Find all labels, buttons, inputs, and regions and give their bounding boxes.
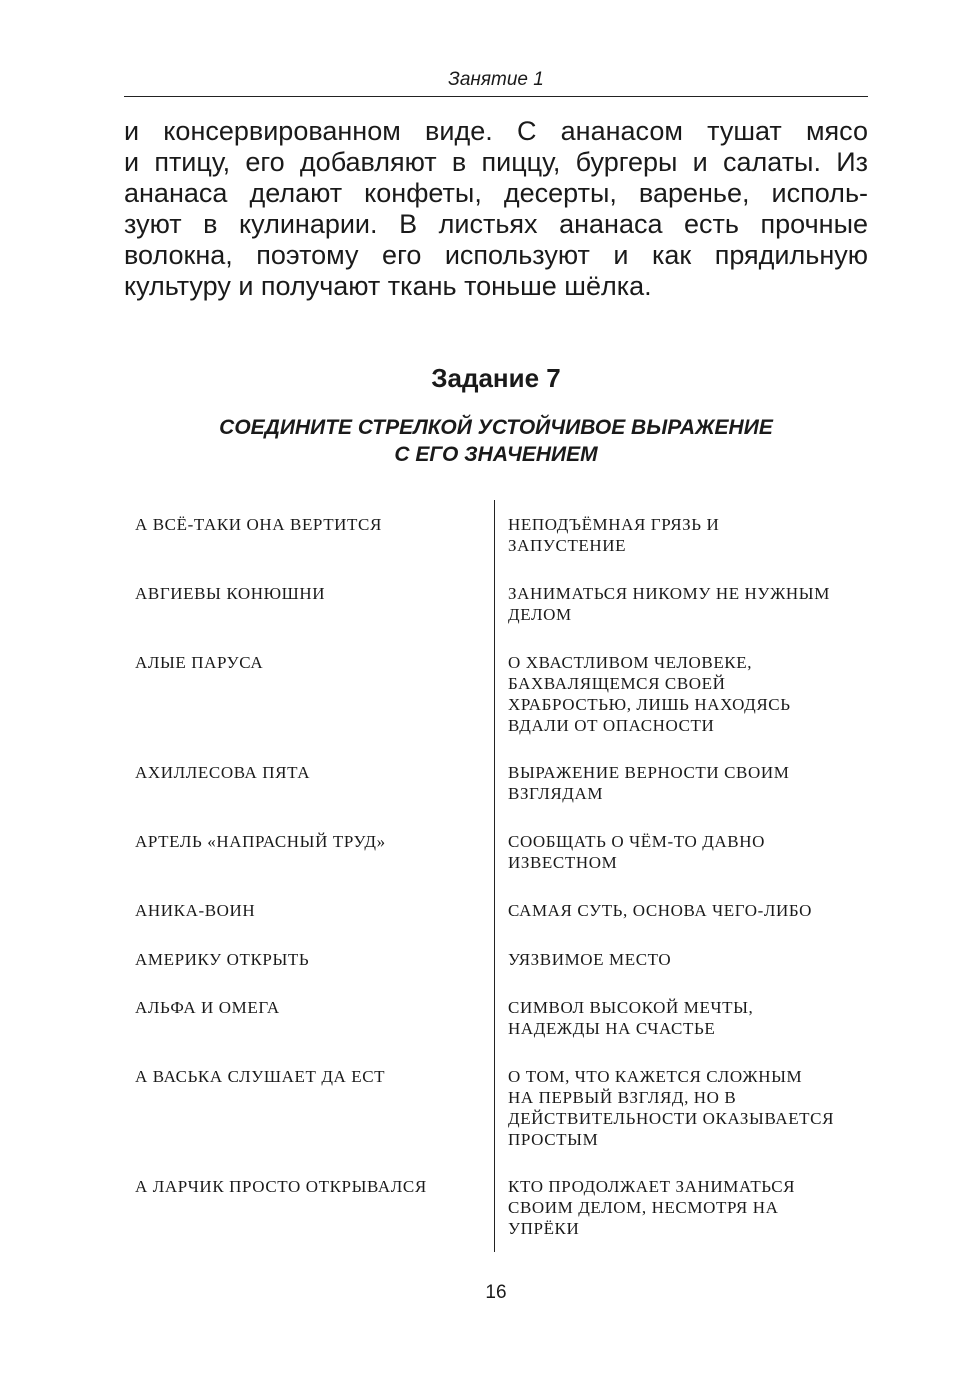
header-rule: [124, 96, 868, 97]
meaning-line: КТО ПРОДОЛЖАЕТ ЗАНИМАТЬСЯ: [508, 1177, 796, 1196]
expression-item[interactable]: А ВСЁ-ТАКИ ОНА ВЕРТИТСЯ: [135, 515, 382, 534]
meaning-line: ИЗВЕСТНОМ: [508, 853, 618, 872]
meaning-line: НАДЕЖДЫ НА СЧАСТЬЕ: [508, 1019, 716, 1038]
meaning-item[interactable]: [508, 583, 868, 625]
meaning-line: НА ПЕРВЫЙ ВЗГЛЯД, НО В: [508, 1088, 737, 1107]
running-head: Занятие 1: [448, 69, 544, 90]
meaning-line: СООБЩАТЬ О ЧЁМ-ТО ДАВНО: [508, 832, 765, 851]
task-instruction: [124, 414, 868, 468]
meaning-item[interactable]: [508, 997, 868, 1039]
intro-line: волокна, поэтому его используют и как прядильную: [124, 240, 868, 270]
meaning-line: ХРАБРОСТЬЮ, ЛИШЬ НАХОДЯСЬ: [508, 695, 791, 714]
instruction-line: С ЕГО ЗНАЧЕНИЕМ: [394, 443, 598, 466]
meaning-line: ДЕЛОМ: [508, 605, 572, 624]
meaning-line: СВОИМ ДЕЛОМ, НЕСМОТРЯ НА: [508, 1198, 779, 1217]
meaning-line: О ХВАСТЛИВОМ ЧЕЛОВЕКЕ,: [508, 653, 753, 672]
task-title: Задание 7: [431, 363, 561, 393]
intro-line: зуют в кулинарии. В листьях ананаса есть прочные: [124, 209, 868, 239]
intro-line: и консервированном виде. С ананасом тушат мясо: [124, 116, 868, 146]
meaning-line: ПРОСТЫМ: [508, 1130, 599, 1149]
intro-paragraph: [124, 116, 868, 302]
meaning-line: ЗАНИМАТЬСЯ НИКОМУ НЕ НУЖНЫМ: [508, 584, 830, 603]
meaning-item[interactable]: [508, 762, 868, 804]
expression-item[interactable]: АВГИЕВЫ КОНЮШНИ: [135, 584, 326, 603]
meaning-line: НЕПОДЪЁМНАЯ ГРЯЗЬ И: [508, 515, 720, 534]
meaning-line: СИМВОЛ ВЫСОКОЙ МЕЧТЫ,: [508, 998, 754, 1017]
meaning-line: ЗАПУСТЕНИЕ: [508, 536, 627, 555]
expression-item[interactable]: АНИКА-ВОИН: [135, 901, 256, 920]
meaning-item[interactable]: [508, 652, 868, 736]
meaning-line: УПРЁКИ: [508, 1219, 580, 1238]
meaning-item[interactable]: [508, 949, 868, 970]
meaning-item[interactable]: [508, 831, 868, 873]
intro-line: ананаса делают конфеты, десерты, варенье, исполь-: [124, 178, 868, 208]
expression-item[interactable]: А ВАСЬКА СЛУШАЕТ ДА ЕСТ: [135, 1067, 386, 1086]
expression-item[interactable]: АХИЛЛЕСОВА ПЯТА: [135, 763, 311, 782]
meaning-line: ВЗГЛЯДАМ: [508, 784, 604, 803]
meaning-line: ВЫРАЖЕНИЕ ВЕРНОСТИ СВОИМ: [508, 763, 790, 782]
intro-line: культуру и получают ткань тоньше шёлка.: [124, 271, 652, 301]
meaning-line: ВДАЛИ ОТ ОПАСНОСТИ: [508, 716, 715, 735]
meaning-item[interactable]: [508, 1176, 868, 1239]
instruction-line: СОЕДИНИТЕ СТРЕЛКОЙ УСТОЙЧИВОЕ ВЫРАЖЕНИЕ: [219, 416, 773, 439]
column-divider: [494, 500, 495, 1252]
intro-line: и птицу, его добавляют в пиццу, бургеры и салаты. Из: [124, 147, 868, 177]
expression-item[interactable]: АЛЫЕ ПАРУСА: [135, 653, 264, 672]
meaning-line: О ТОМ, ЧТО КАЖЕТСЯ СЛОЖНЫМ: [508, 1067, 803, 1086]
expression-item[interactable]: АЛЬФА И ОМЕГА: [135, 998, 280, 1017]
meaning-item[interactable]: [508, 900, 868, 921]
page-number: 16: [485, 1282, 507, 1303]
meaning-line: ДЕЙСТВИТЕЛЬНОСТИ ОКАЗЫВАЕТСЯ: [508, 1109, 835, 1128]
meaning-line: БАХВАЛЯЩЕМСЯ СВОЕЙ: [508, 674, 726, 693]
expression-item[interactable]: АРТЕЛЬ «НАПРАСНЫЙ ТРУД»: [135, 832, 386, 851]
meaning-item[interactable]: [508, 514, 868, 556]
meaning-line: УЯЗВИМОЕ МЕСТО: [508, 950, 672, 969]
meaning-line: САМАЯ СУТЬ, ОСНОВА ЧЕГО-ЛИБО: [508, 901, 813, 920]
meaning-item[interactable]: [508, 1066, 868, 1150]
expression-item[interactable]: А ЛАРЧИК ПРОСТО ОТКРЫВАЛСЯ: [135, 1177, 427, 1196]
expression-item[interactable]: АМЕРИКУ ОТКРЫТЬ: [135, 950, 310, 969]
